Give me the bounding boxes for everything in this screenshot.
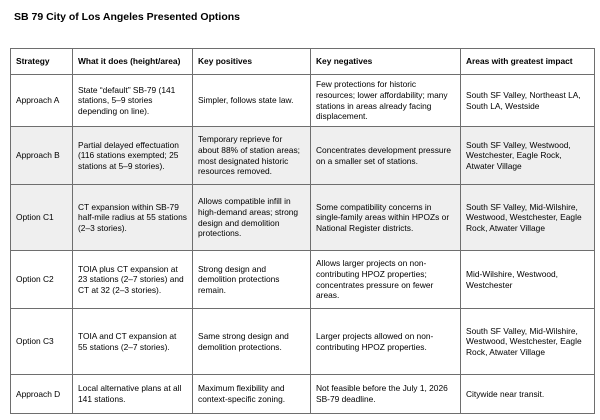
cell-areas: South SF Valley, Northeast LA, South LA, Westside bbox=[461, 75, 595, 127]
cell-areas: Mid-Wilshire, Westwood, Westchester bbox=[461, 251, 595, 309]
cell-areas: South SF Valley, Westwood, Westchester, Eagle Rock, Atwater Village bbox=[461, 127, 595, 185]
header-strategy: Strategy bbox=[11, 49, 73, 75]
cell-strategy: Option C1 bbox=[11, 185, 73, 251]
table-row bbox=[11, 375, 595, 414]
table-row bbox=[11, 185, 595, 251]
header-areas-impact: Areas with greatest impact bbox=[461, 49, 595, 75]
cell-what: CT expansion within SB-79 half-mile radius at 55 stations (2–3 stories). bbox=[73, 185, 193, 251]
cell-strategy: Option C2 bbox=[11, 251, 73, 309]
cell-what: TOIA plus CT expansion at 23 stations (2–7 stories) and CT at 32 (2–3 stories). bbox=[73, 251, 193, 309]
table-row bbox=[11, 251, 595, 309]
cell-negatives: Allows larger projects on non-contributing HPOZ properties; concentrates pressure on fewer areas. bbox=[311, 251, 461, 309]
cell-strategy: Approach D bbox=[11, 375, 73, 414]
cell-areas: South SF Valley, Mid-Wilshire, Westwood, Westchester, Eagle Rock, Atwater Village bbox=[461, 185, 595, 251]
cell-negatives: Few protections for historic resources; lower affordability; many stations in areas already facing displacement. bbox=[311, 75, 461, 127]
cell-positives: Maximum flexibility and context-specific zoning. bbox=[193, 375, 311, 414]
document-title: SB 79 City of Los Angeles Presented Options bbox=[14, 11, 240, 23]
cell-negatives: Concentrates development pressure on a smaller set of stations. bbox=[311, 127, 461, 185]
cell-positives: Temporary reprieve for about 88% of station areas; most designated historic resources removed. bbox=[193, 127, 311, 185]
cell-positives: Simpler, follows state law. bbox=[193, 75, 311, 127]
cell-strategy: Approach B bbox=[11, 127, 73, 185]
table-row bbox=[11, 75, 595, 127]
cell-negatives: Larger projects allowed on non-contributing HPOZ properties. bbox=[311, 309, 461, 375]
table-row bbox=[11, 309, 595, 375]
cell-positives: Strong design and demolition protections remain. bbox=[193, 251, 311, 309]
header-key-positives: Key positives bbox=[193, 49, 311, 75]
cell-positives: Allows compatible infill in high-demand areas; strong design and demolition protections. bbox=[193, 185, 311, 251]
cell-what: State “default” SB-79 (141 stations, 5–9 stories depending on line). bbox=[73, 75, 193, 127]
options-table bbox=[10, 48, 595, 414]
cell-negatives: Not feasible before the July 1, 2026 SB-79 deadline. bbox=[311, 375, 461, 414]
header-what-it-does: What it does (height/area) bbox=[73, 49, 193, 75]
cell-what: Partial delayed effectuation (116 stations exempted; 25 stations at 5–9 stories). bbox=[73, 127, 193, 185]
cell-strategy: Approach A bbox=[11, 75, 73, 127]
table-header-row bbox=[11, 49, 595, 75]
cell-positives: Same strong design and demolition protections. bbox=[193, 309, 311, 375]
cell-areas: Citywide near transit. bbox=[461, 375, 595, 414]
table-row bbox=[11, 127, 595, 185]
cell-strategy: Option C3 bbox=[11, 309, 73, 375]
cell-negatives: Some compatibility concerns in single-family areas within HPOZs or National Register districts. bbox=[311, 185, 461, 251]
cell-areas: South SF Valley, Mid-Wilshire, Westwood, Westchester, Eagle Rock, Atwater Village bbox=[461, 309, 595, 375]
cell-what: Local alternative plans at all 141 stations. bbox=[73, 375, 193, 414]
header-key-negatives: Key negatives bbox=[311, 49, 461, 75]
cell-what: TOIA and CT expansion at 55 stations (2–7 stories). bbox=[73, 309, 193, 375]
